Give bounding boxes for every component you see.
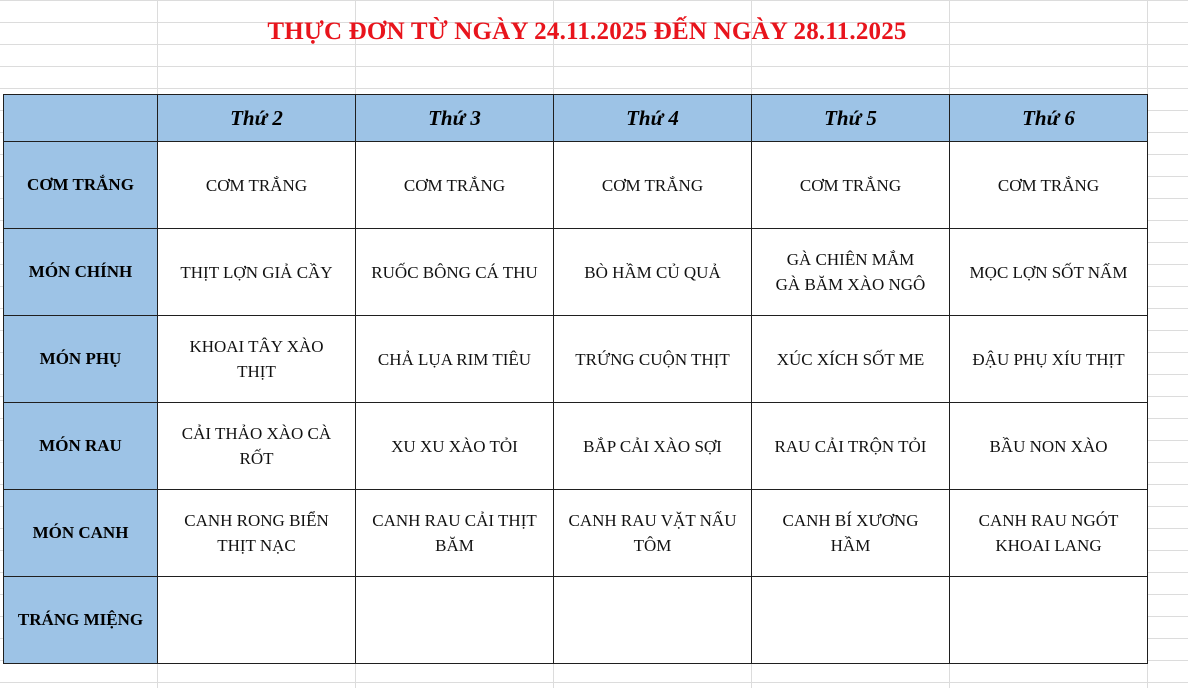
menu-cell[interactable]: BÒ HẦM CỦ QUẢ xyxy=(554,229,752,316)
menu-cell[interactable]: CƠM TRẮNG xyxy=(158,142,356,229)
menu-cell[interactable]: CANH RAU NGÓT KHOAI LANG xyxy=(950,490,1148,577)
day-header-thu-4[interactable]: Thứ 4 xyxy=(554,95,752,142)
row-label-mon-canh[interactable]: MÓN CANH xyxy=(4,490,158,577)
day-header-thu-2[interactable]: Thứ 2 xyxy=(158,95,356,142)
menu-cell[interactable]: ĐẬU PHỤ XÍU THỊT xyxy=(950,316,1148,403)
menu-cell[interactable] xyxy=(950,577,1148,664)
menu-cell[interactable]: THỊT LỢN GIẢ CẦY xyxy=(158,229,356,316)
row-label-mon-chinh[interactable]: MÓN CHÍNH xyxy=(4,229,158,316)
table-row xyxy=(4,490,1148,577)
row-label-com-trang[interactable]: CƠM TRẮNG xyxy=(4,142,158,229)
menu-title: THỰC ĐƠN TỪ NGÀY 24.11.2025 ĐẾN NGÀY 28.11.2025 xyxy=(267,18,907,45)
menu-cell[interactable]: CƠM TRẮNG xyxy=(950,142,1148,229)
table-row xyxy=(4,142,1148,229)
menu-cell[interactable]: CANH RAU VẶT NẤU TÔM xyxy=(554,490,752,577)
menu-cell[interactable]: GÀ CHIÊN MẮM GÀ BĂM XÀO NGÔ xyxy=(752,229,950,316)
menu-cell[interactable]: CANH RAU CẢI THỊT BĂM xyxy=(356,490,554,577)
menu-cell[interactable] xyxy=(752,577,950,664)
table-row xyxy=(4,577,1148,664)
header-corner-cell[interactable] xyxy=(4,95,158,142)
menu-cell[interactable]: CẢI THẢO XÀO CÀ RỐT xyxy=(158,403,356,490)
menu-cell[interactable] xyxy=(356,577,554,664)
weekly-menu-table xyxy=(3,94,1148,664)
menu-cell[interactable]: XU XU XÀO TỎI xyxy=(356,403,554,490)
day-header-thu-5[interactable]: Thứ 5 xyxy=(752,95,950,142)
menu-cell[interactable] xyxy=(158,577,356,664)
menu-cell[interactable]: TRỨNG CUỘN THỊT xyxy=(554,316,752,403)
menu-cell[interactable]: CANH BÍ XƯƠNG HẦM xyxy=(752,490,950,577)
menu-cell[interactable]: CƠM TRẮNG xyxy=(554,142,752,229)
menu-cell[interactable]: KHOAI TÂY XÀO THỊT xyxy=(158,316,356,403)
row-label-mon-phu[interactable]: MÓN PHỤ xyxy=(4,316,158,403)
row-label-mon-rau[interactable]: MÓN RAU xyxy=(4,403,158,490)
menu-cell[interactable]: MỌC LỢN SỐT NẤM xyxy=(950,229,1148,316)
menu-cell[interactable]: XÚC XÍCH SỐT ME xyxy=(752,316,950,403)
menu-cell[interactable]: CANH RONG BIỂN THỊT NẠC xyxy=(158,490,356,577)
table-row xyxy=(4,316,1148,403)
menu-cell[interactable]: RUỐC BÔNG CÁ THU xyxy=(356,229,554,316)
menu-cell[interactable]: BẦU NON XÀO xyxy=(950,403,1148,490)
table-row xyxy=(4,403,1148,490)
menu-cell[interactable]: CƠM TRẮNG xyxy=(356,142,554,229)
row-label-trang-mieng[interactable]: TRÁNG MIỆNG xyxy=(4,577,158,664)
menu-cell[interactable]: CƠM TRẮNG xyxy=(752,142,950,229)
menu-cell[interactable]: BẮP CẢI XÀO SỢI xyxy=(554,403,752,490)
day-header-thu-3[interactable]: Thứ 3 xyxy=(356,95,554,142)
header-row xyxy=(4,95,1148,142)
table-row xyxy=(4,229,1148,316)
menu-cell[interactable]: RAU CẢI TRỘN TỎI xyxy=(752,403,950,490)
menu-cell[interactable] xyxy=(554,577,752,664)
menu-cell[interactable]: CHẢ LỤA RIM TIÊU xyxy=(356,316,554,403)
day-header-thu-6[interactable]: Thứ 6 xyxy=(950,95,1148,142)
